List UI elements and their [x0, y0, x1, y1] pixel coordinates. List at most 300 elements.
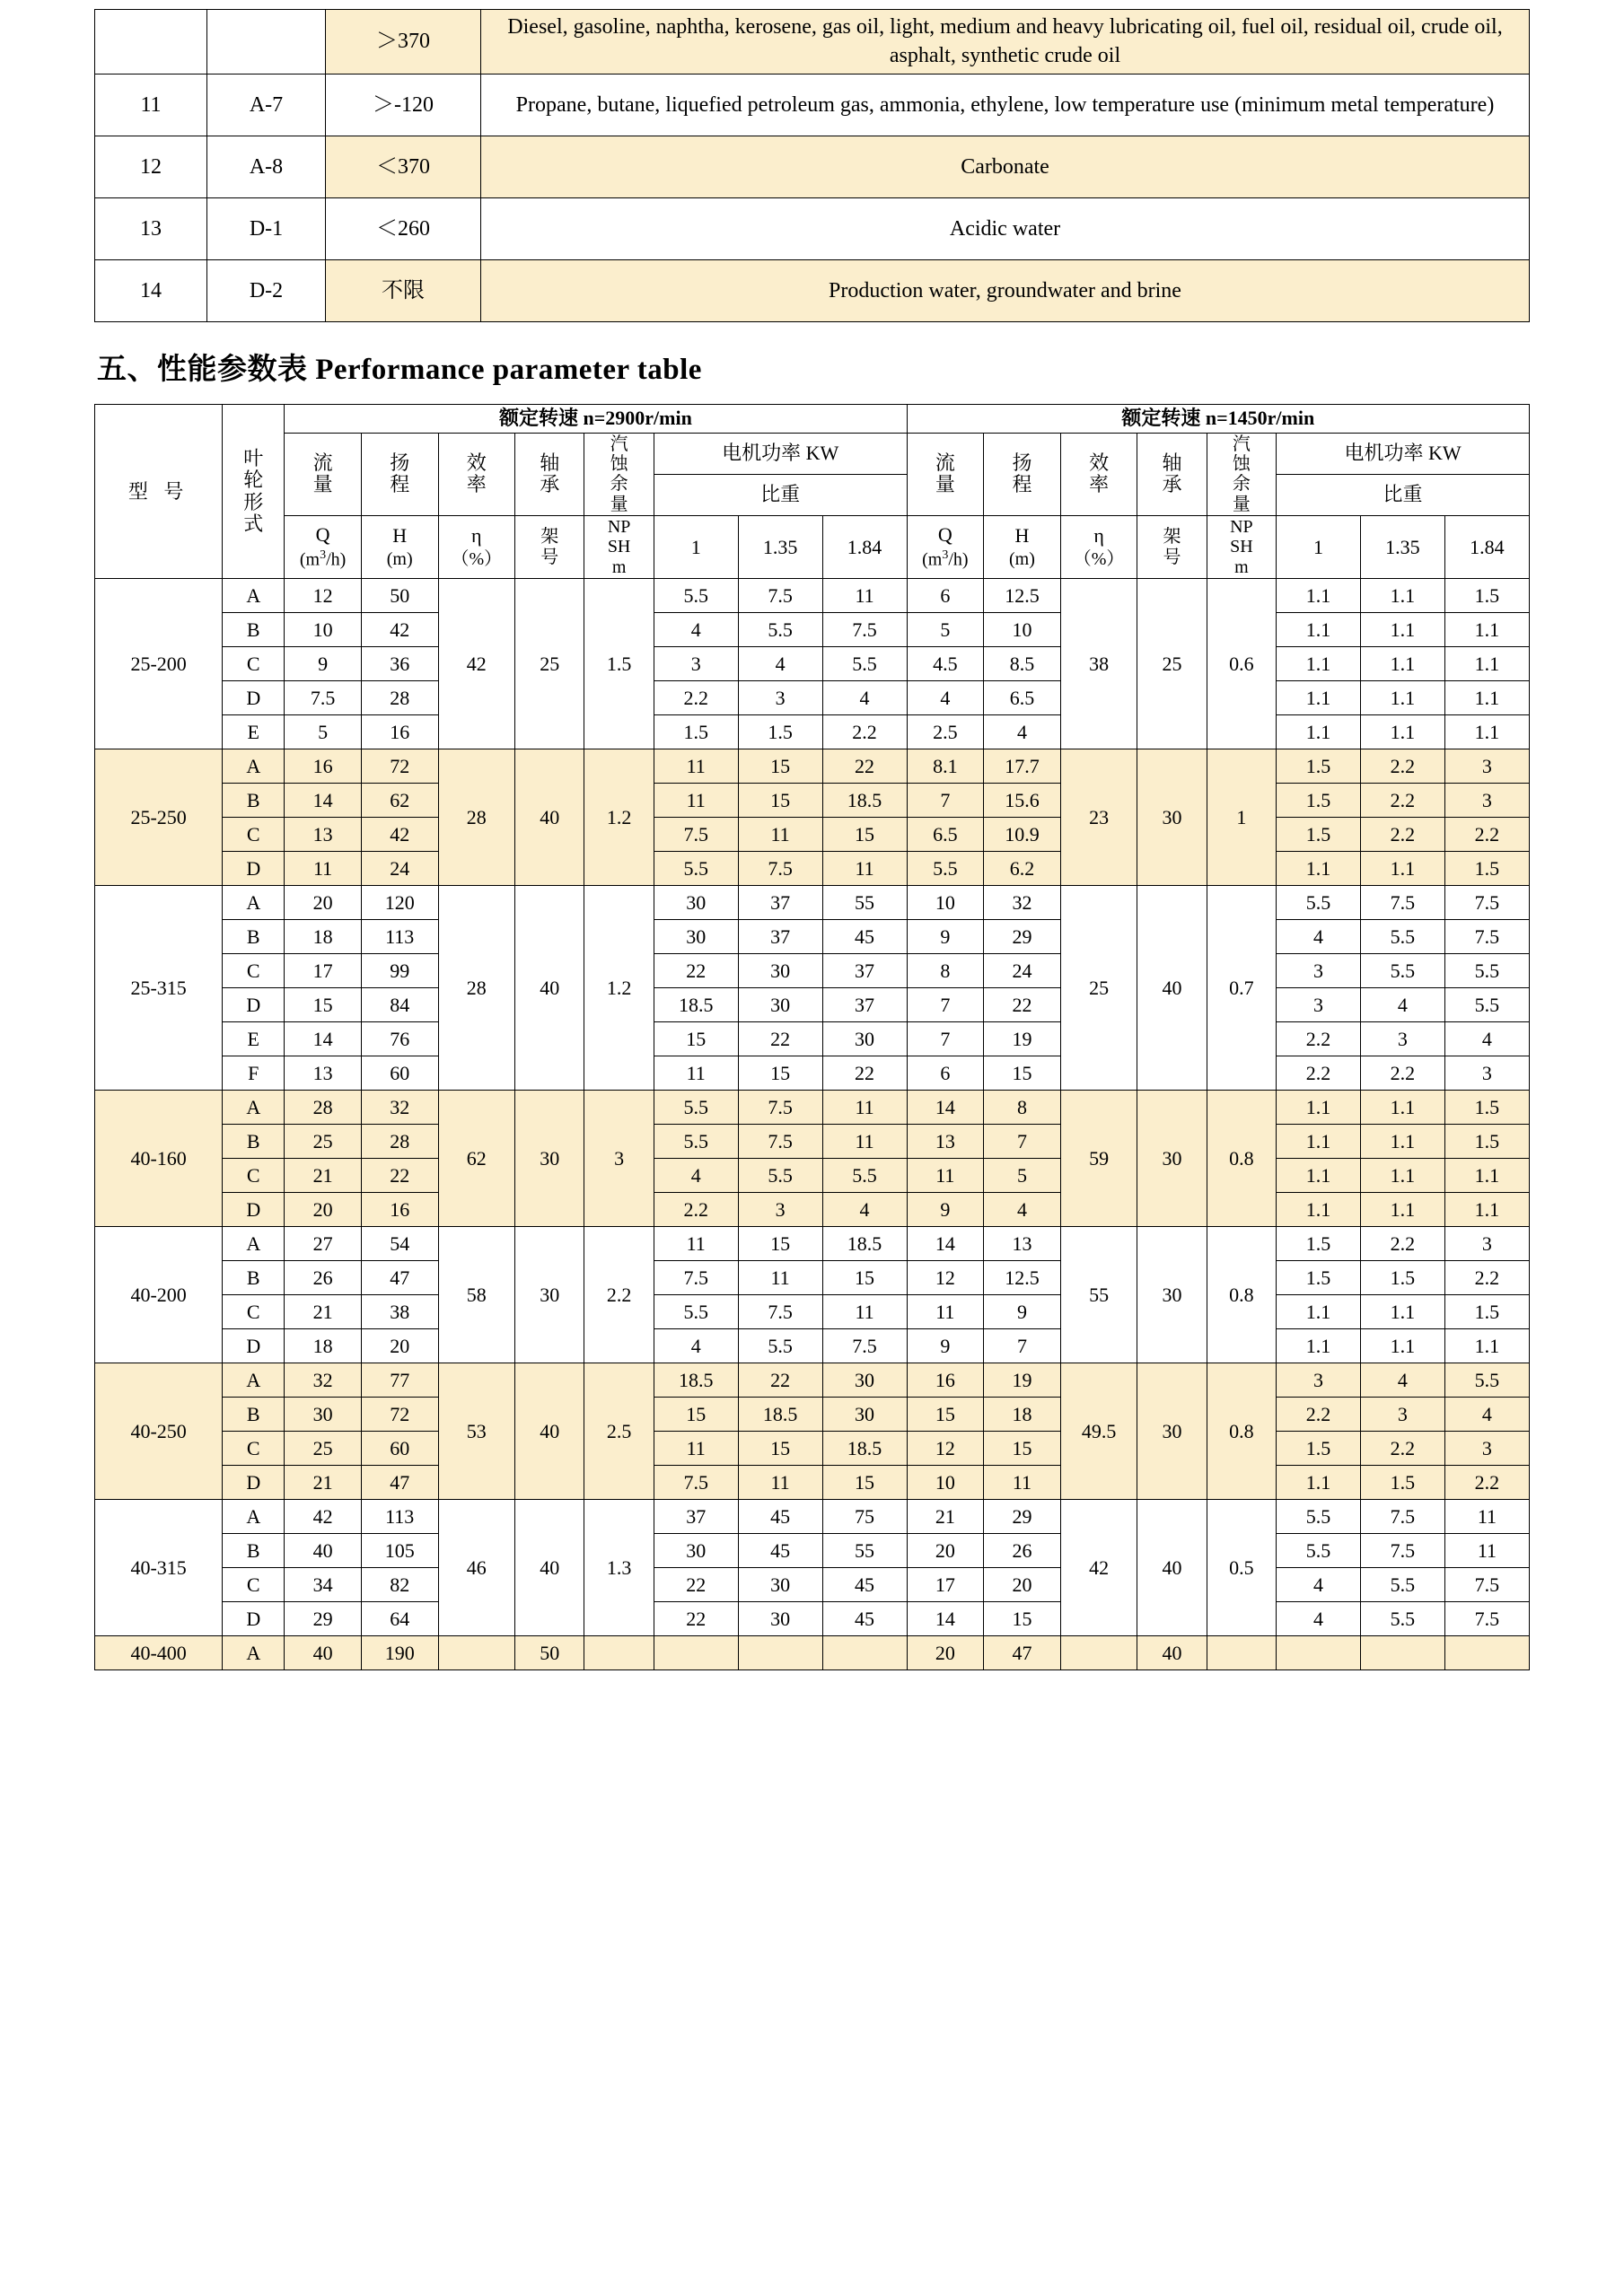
- power-2900-g1: 11: [654, 1056, 738, 1091]
- power-1450-g184: 1.5: [1444, 1295, 1529, 1329]
- power-2900-g135: 11: [738, 1466, 822, 1500]
- power-1450-g184: 5.5: [1444, 954, 1529, 988]
- power-1450-g184: 4: [1444, 1022, 1529, 1056]
- flow-1450: 2.5: [907, 715, 984, 749]
- power-2900-g184: 18.5: [822, 1432, 907, 1466]
- table-row: [95, 579, 1530, 613]
- head-1450: 15.6: [984, 784, 1061, 818]
- power-2900-g135: 11: [738, 818, 822, 852]
- fluid-row-number: 14: [95, 260, 207, 322]
- table-row: [95, 1056, 1530, 1091]
- power-2900-g1: 1.5: [654, 715, 738, 749]
- fluid-row-code: D-2: [207, 260, 326, 322]
- power-1450-g135: 7.5: [1360, 886, 1444, 920]
- flow-1450: 12: [907, 1432, 984, 1466]
- head-1450: 12.5: [984, 1261, 1061, 1295]
- model-name: 40-160: [95, 1091, 223, 1227]
- table-row: [95, 715, 1530, 749]
- impeller-type: C: [223, 1295, 285, 1329]
- efficiency-2900: 53: [438, 1363, 515, 1500]
- unit-gravity-135: 1.35: [738, 516, 822, 579]
- power-2900-g184: 4: [822, 1193, 907, 1227]
- power-2900-g135: 7.5: [738, 852, 822, 886]
- power-2900-g135: 15: [738, 1432, 822, 1466]
- header-gravity-left: 比重: [654, 474, 907, 515]
- power-1450-g184: 3: [1444, 784, 1529, 818]
- power-1450-g1: 1.1: [1277, 681, 1361, 715]
- fluid-row-description: Carbonate: [481, 136, 1530, 198]
- unit-gravity-184: 1.84: [822, 516, 907, 579]
- power-2900-g1: 11: [654, 1432, 738, 1466]
- head-1450: 24: [984, 954, 1061, 988]
- head-1450: 19: [984, 1363, 1061, 1398]
- power-2900-g184: 15: [822, 1261, 907, 1295]
- unit-frame-number: 架 号: [515, 516, 584, 579]
- bearing-1450: 25: [1137, 579, 1207, 749]
- header-model: 型 号: [95, 405, 223, 579]
- power-2900-g184: 4: [822, 681, 907, 715]
- unit-efficiency: η （%）: [1060, 516, 1137, 579]
- power-2900-g1: 7.5: [654, 818, 738, 852]
- efficiency-1450: 25: [1060, 886, 1137, 1091]
- head-2900: 38: [361, 1295, 438, 1329]
- head-2900: 54: [361, 1227, 438, 1261]
- table-row: [95, 1022, 1530, 1056]
- efficiency-2900: [438, 1636, 515, 1670]
- header-gravity-right: 比重: [1277, 474, 1530, 515]
- npsh-1450: 0.6: [1207, 579, 1276, 749]
- power-1450-g184: 1.5: [1444, 852, 1529, 886]
- fluid-row-temperature: 不限: [326, 260, 481, 322]
- table-row: [95, 1193, 1530, 1227]
- power-1450-g1: 1.5: [1277, 1227, 1361, 1261]
- flow-1450: 6: [907, 1056, 984, 1091]
- power-1450-g135: 5.5: [1360, 1568, 1444, 1602]
- npsh-2900: 1.3: [584, 1500, 654, 1636]
- power-2900-g184: 30: [822, 1022, 907, 1056]
- power-1450-g135: 4: [1360, 988, 1444, 1022]
- table-row: [95, 681, 1530, 715]
- fluid-classification-table: [94, 9, 1530, 322]
- head-2900: 60: [361, 1432, 438, 1466]
- power-2900-g184: 2.2: [822, 715, 907, 749]
- flow-1450: 7: [907, 988, 984, 1022]
- power-2900-g135: 15: [738, 749, 822, 784]
- power-1450-g1: 4: [1277, 920, 1361, 954]
- impeller-type: B: [223, 1261, 285, 1295]
- head-1450: 17.7: [984, 749, 1061, 784]
- head-1450: 19: [984, 1022, 1061, 1056]
- power-1450-g135: 2.2: [1360, 818, 1444, 852]
- power-2900-g135: 45: [738, 1500, 822, 1534]
- power-2900-g1: 15: [654, 1398, 738, 1432]
- table-row: [95, 818, 1530, 852]
- power-2900-g1: 5.5: [654, 1125, 738, 1159]
- npsh-2900: 1.5: [584, 579, 654, 749]
- fluid-row-temperature: ＜260: [326, 198, 481, 260]
- header-power-left: 电机功率 KW: [654, 433, 907, 474]
- power-2900-g1: 22: [654, 1602, 738, 1636]
- power-2900-g184: 18.5: [822, 1227, 907, 1261]
- power-1450-g1: 1.1: [1277, 1193, 1361, 1227]
- unit-gravity-135: 1.35: [1360, 516, 1444, 579]
- head-2900: 62: [361, 784, 438, 818]
- head-2900: 99: [361, 954, 438, 988]
- head-2900: 190: [361, 1636, 438, 1670]
- power-1450-g135: 1.1: [1360, 1159, 1444, 1193]
- head-1450: 12.5: [984, 579, 1061, 613]
- head-2900: 72: [361, 1398, 438, 1432]
- power-2900-g184: 7.5: [822, 1329, 907, 1363]
- flow-1450: 13: [907, 1125, 984, 1159]
- head-2900: 120: [361, 886, 438, 920]
- unit-npsh: NP SH m: [584, 516, 654, 579]
- power-1450-g135: 1.1: [1360, 1091, 1444, 1125]
- table-row: [95, 749, 1530, 784]
- fluid-row-code: A-8: [207, 136, 326, 198]
- model-name: 25-250: [95, 749, 223, 886]
- table-row: [95, 74, 1530, 136]
- unit-npsh: NP SH m: [1207, 516, 1276, 579]
- head-1450: 6.5: [984, 681, 1061, 715]
- head-2900: 76: [361, 1022, 438, 1056]
- table-row: [95, 1398, 1530, 1432]
- header-impeller-type: 叶 轮 形 式: [223, 405, 285, 579]
- power-1450-g135: 7.5: [1360, 1500, 1444, 1534]
- power-2900-g135: 30: [738, 988, 822, 1022]
- flow-2900: 11: [285, 852, 362, 886]
- power-2900-g1: 7.5: [654, 1261, 738, 1295]
- section-title: 五、性能参数表 Performance parameter table: [97, 354, 702, 387]
- head-2900: 36: [361, 647, 438, 681]
- power-2900-g184: 22: [822, 749, 907, 784]
- fluid-row-temperature: ＞370: [326, 10, 481, 74]
- head-1450: 22: [984, 988, 1061, 1022]
- table-row: [95, 136, 1530, 198]
- power-2900-g184: 45: [822, 1568, 907, 1602]
- power-2900-g184: 30: [822, 1398, 907, 1432]
- flow-2900: 32: [285, 1363, 362, 1398]
- head-1450: 7: [984, 1125, 1061, 1159]
- efficiency-1450: 59: [1060, 1091, 1137, 1227]
- table-row: [95, 1432, 1530, 1466]
- power-2900-g1: 11: [654, 749, 738, 784]
- flow-1450: 16: [907, 1363, 984, 1398]
- flow-2900: 17: [285, 954, 362, 988]
- impeller-type: A: [223, 1500, 285, 1534]
- impeller-type: A: [223, 1091, 285, 1125]
- head-2900: 113: [361, 1500, 438, 1534]
- power-1450-g184: 7.5: [1444, 1568, 1529, 1602]
- power-2900-g184: 37: [822, 988, 907, 1022]
- impeller-type: B: [223, 1398, 285, 1432]
- fluid-row-description: Diesel, gasoline, naphtha, kerosene, gas oil, light, medium and heavy lubricating oil, fuel oil, residual oil, crude oil, asphalt, synthetic crude oil: [481, 10, 1530, 74]
- power-1450-g1: 1.5: [1277, 1261, 1361, 1295]
- head-2900: 82: [361, 1568, 438, 1602]
- power-2900-g1: 30: [654, 886, 738, 920]
- fluid-row-description: Acidic water: [481, 198, 1530, 260]
- power-2900-g184: 11: [822, 1295, 907, 1329]
- power-1450-g135: 1.1: [1360, 681, 1444, 715]
- table-row: [95, 784, 1530, 818]
- head-1450: 10.9: [984, 818, 1061, 852]
- header-npsh-right: 汽 蚀 余 量: [1207, 433, 1276, 516]
- table-row: [95, 198, 1530, 260]
- unit-gravity-1: 1: [1277, 516, 1361, 579]
- flow-2900: 34: [285, 1568, 362, 1602]
- flow-1450: 14: [907, 1602, 984, 1636]
- power-1450-g184: 3: [1444, 1056, 1529, 1091]
- power-2900-g1: 4: [654, 1329, 738, 1363]
- head-1450: 8: [984, 1091, 1061, 1125]
- power-1450-g1: 5.5: [1277, 1534, 1361, 1568]
- header-efficiency-right: 效 率: [1060, 433, 1137, 516]
- power-2900-g135: 15: [738, 1056, 822, 1091]
- power-2900-g184: 11: [822, 852, 907, 886]
- flow-1450: 9: [907, 920, 984, 954]
- flow-1450: 8: [907, 954, 984, 988]
- power-1450-g184: 1.5: [1444, 579, 1529, 613]
- head-1450: 8.5: [984, 647, 1061, 681]
- model-name: 25-200: [95, 579, 223, 749]
- power-1450-g184: 2.2: [1444, 818, 1529, 852]
- flow-2900: 18: [285, 920, 362, 954]
- unit-head: H (m): [361, 516, 438, 579]
- head-1450: 5: [984, 1159, 1061, 1193]
- power-1450-g184: 1.1: [1444, 681, 1529, 715]
- power-1450-g135: 2.2: [1360, 784, 1444, 818]
- flow-2900: 14: [285, 784, 362, 818]
- impeller-type: C: [223, 1432, 285, 1466]
- power-2900-g1: 5.5: [654, 1295, 738, 1329]
- performance-parameter-table: [94, 404, 1530, 1670]
- bearing-2900: 25: [515, 579, 584, 749]
- power-1450-g1: 4: [1277, 1602, 1361, 1636]
- efficiency-1450: 38: [1060, 579, 1137, 749]
- power-2900-g135: 11: [738, 1261, 822, 1295]
- impeller-type: A: [223, 886, 285, 920]
- impeller-type: A: [223, 1363, 285, 1398]
- fluid-row-code: D-1: [207, 198, 326, 260]
- fluid-row-temperature: ＜370: [326, 136, 481, 198]
- impeller-type: D: [223, 1193, 285, 1227]
- power-1450-g135: 1.1: [1360, 1329, 1444, 1363]
- flow-1450: 8.1: [907, 749, 984, 784]
- power-1450-g1: 1.1: [1277, 1125, 1361, 1159]
- flow-1450: 7: [907, 1022, 984, 1056]
- power-1450-g184: 1.1: [1444, 715, 1529, 749]
- power-2900-g184: 37: [822, 954, 907, 988]
- head-1450: 29: [984, 1500, 1061, 1534]
- impeller-type: A: [223, 749, 285, 784]
- power-2900-g184: 15: [822, 818, 907, 852]
- head-1450: 4: [984, 1193, 1061, 1227]
- npsh-1450: 0.7: [1207, 886, 1276, 1091]
- power-1450-g184: 7.5: [1444, 1602, 1529, 1636]
- bearing-2900: 40: [515, 1363, 584, 1500]
- table-row: [95, 1500, 1530, 1534]
- table-row: [95, 260, 1530, 322]
- impeller-type: A: [223, 579, 285, 613]
- head-2900: 20: [361, 1329, 438, 1363]
- bearing-2900: 40: [515, 886, 584, 1091]
- fluid-row-description: Production water, groundwater and brine: [481, 260, 1530, 322]
- power-1450-g1: 1.5: [1277, 1432, 1361, 1466]
- power-2900-g135: 37: [738, 886, 822, 920]
- head-2900: 105: [361, 1534, 438, 1568]
- power-1450-g1: 2.2: [1277, 1056, 1361, 1091]
- power-2900-g135: 18.5: [738, 1398, 822, 1432]
- fluid-row-temperature: ＞-120: [326, 74, 481, 136]
- power-1450-g184: 11: [1444, 1500, 1529, 1534]
- power-2900-g135: 7.5: [738, 579, 822, 613]
- fluid-row-number: 11: [95, 74, 207, 136]
- flow-1450: 7: [907, 784, 984, 818]
- impeller-type: B: [223, 1534, 285, 1568]
- head-1450: 18: [984, 1398, 1061, 1432]
- table-row: [95, 10, 1530, 74]
- head-1450: 15: [984, 1056, 1061, 1091]
- power-2900-g135: 1.5: [738, 715, 822, 749]
- table-row: [95, 647, 1530, 681]
- head-1450: 32: [984, 886, 1061, 920]
- efficiency-2900: 28: [438, 749, 515, 886]
- table-row: [95, 1568, 1530, 1602]
- table-row: [95, 1159, 1530, 1193]
- head-2900: 42: [361, 818, 438, 852]
- power-1450-g135: 5.5: [1360, 954, 1444, 988]
- header-flow-right: 流 量: [907, 433, 984, 516]
- power-1450-g1: 1.1: [1277, 715, 1361, 749]
- efficiency-2900: 58: [438, 1227, 515, 1363]
- header-speed-2900: 额定转速 n=2900r/min: [285, 405, 907, 433]
- flow-2900: 30: [285, 1398, 362, 1432]
- power-1450-g1: [1277, 1636, 1361, 1670]
- model-name: 40-315: [95, 1500, 223, 1636]
- power-2900-g184: 15: [822, 1466, 907, 1500]
- perf-header-row: [95, 405, 1530, 433]
- power-2900-g1: 2.2: [654, 1193, 738, 1227]
- power-2900-g135: 7.5: [738, 1125, 822, 1159]
- power-1450-g135: 1.1: [1360, 715, 1444, 749]
- flow-2900: 28: [285, 1091, 362, 1125]
- flow-1450: 4: [907, 681, 984, 715]
- head-1450: 29: [984, 920, 1061, 954]
- unit-gravity-184: 1.84: [1444, 516, 1529, 579]
- table-row: [95, 852, 1530, 886]
- bearing-1450: 30: [1137, 1227, 1207, 1363]
- head-2900: 32: [361, 1091, 438, 1125]
- npsh-1450: 0.5: [1207, 1500, 1276, 1636]
- power-1450-g1: 1.5: [1277, 784, 1361, 818]
- power-1450-g184: 4: [1444, 1398, 1529, 1432]
- head-1450: 15: [984, 1602, 1061, 1636]
- table-row: [95, 1636, 1530, 1670]
- power-2900-g135: 3: [738, 1193, 822, 1227]
- head-2900: 24: [361, 852, 438, 886]
- power-1450-g135: 1.1: [1360, 852, 1444, 886]
- power-2900-g1: [654, 1636, 738, 1670]
- table-row: [95, 1295, 1530, 1329]
- header-bearing-right: 轴 承: [1137, 433, 1207, 516]
- power-2900-g184: 5.5: [822, 1159, 907, 1193]
- flow-1450: 11: [907, 1295, 984, 1329]
- flow-1450: 9: [907, 1193, 984, 1227]
- power-1450-g135: 5.5: [1360, 920, 1444, 954]
- flow-2900: 20: [285, 886, 362, 920]
- bearing-2900: 50: [515, 1636, 584, 1670]
- power-2900-g1: 11: [654, 1227, 738, 1261]
- power-2900-g1: 30: [654, 920, 738, 954]
- npsh-2900: 1.2: [584, 886, 654, 1091]
- power-1450-g184: 7.5: [1444, 886, 1529, 920]
- power-1450-g135: 2.2: [1360, 1432, 1444, 1466]
- power-1450-g1: 5.5: [1277, 1500, 1361, 1534]
- head-2900: 47: [361, 1466, 438, 1500]
- power-2900-g184: [822, 1636, 907, 1670]
- header-flow-left: 流 量: [285, 433, 362, 516]
- flow-2900: 14: [285, 1022, 362, 1056]
- power-1450-g1: 2.2: [1277, 1022, 1361, 1056]
- power-2900-g1: 18.5: [654, 1363, 738, 1398]
- power-1450-g1: 3: [1277, 988, 1361, 1022]
- head-2900: 28: [361, 1125, 438, 1159]
- flow-2900: 25: [285, 1432, 362, 1466]
- fluid-row-code: A-7: [207, 74, 326, 136]
- npsh-1450: 0.8: [1207, 1227, 1276, 1363]
- impeller-type: C: [223, 1568, 285, 1602]
- impeller-type: D: [223, 1466, 285, 1500]
- power-1450-g135: [1360, 1636, 1444, 1670]
- bearing-1450: 30: [1137, 1091, 1207, 1227]
- power-1450-g184: [1444, 1636, 1529, 1670]
- head-2900: 47: [361, 1261, 438, 1295]
- head-2900: 72: [361, 749, 438, 784]
- impeller-type: E: [223, 1022, 285, 1056]
- bearing-2900: 40: [515, 1500, 584, 1636]
- impeller-type: D: [223, 852, 285, 886]
- power-1450-g1: 3: [1277, 1363, 1361, 1398]
- flow-2900: 15: [285, 988, 362, 1022]
- power-2900-g184: 45: [822, 1602, 907, 1636]
- power-1450-g135: 3: [1360, 1398, 1444, 1432]
- power-1450-g184: 1.5: [1444, 1125, 1529, 1159]
- unit-efficiency: η （%）: [438, 516, 515, 579]
- flow-2900: 42: [285, 1500, 362, 1534]
- table-row: [95, 1363, 1530, 1398]
- efficiency-1450: [1060, 1636, 1137, 1670]
- flow-1450: 14: [907, 1227, 984, 1261]
- model-name: 40-400: [95, 1636, 223, 1670]
- power-1450-g135: 1.1: [1360, 1193, 1444, 1227]
- efficiency-2900: 28: [438, 886, 515, 1091]
- bearing-2900: 30: [515, 1227, 584, 1363]
- power-1450-g135: 1.1: [1360, 1125, 1444, 1159]
- power-1450-g1: 1.1: [1277, 1091, 1361, 1125]
- flow-1450: 5: [907, 613, 984, 647]
- header-npsh-left: 汽 蚀 余 量: [584, 433, 654, 516]
- power-1450-g1: 1.1: [1277, 647, 1361, 681]
- unit-gravity-1: 1: [654, 516, 738, 579]
- head-1450: 4: [984, 715, 1061, 749]
- impeller-type: C: [223, 647, 285, 681]
- power-1450-g184: 3: [1444, 1432, 1529, 1466]
- npsh-1450: 1: [1207, 749, 1276, 886]
- power-2900-g184: 55: [822, 1534, 907, 1568]
- efficiency-2900: 42: [438, 579, 515, 749]
- flow-2900: 12: [285, 579, 362, 613]
- flow-1450: 17: [907, 1568, 984, 1602]
